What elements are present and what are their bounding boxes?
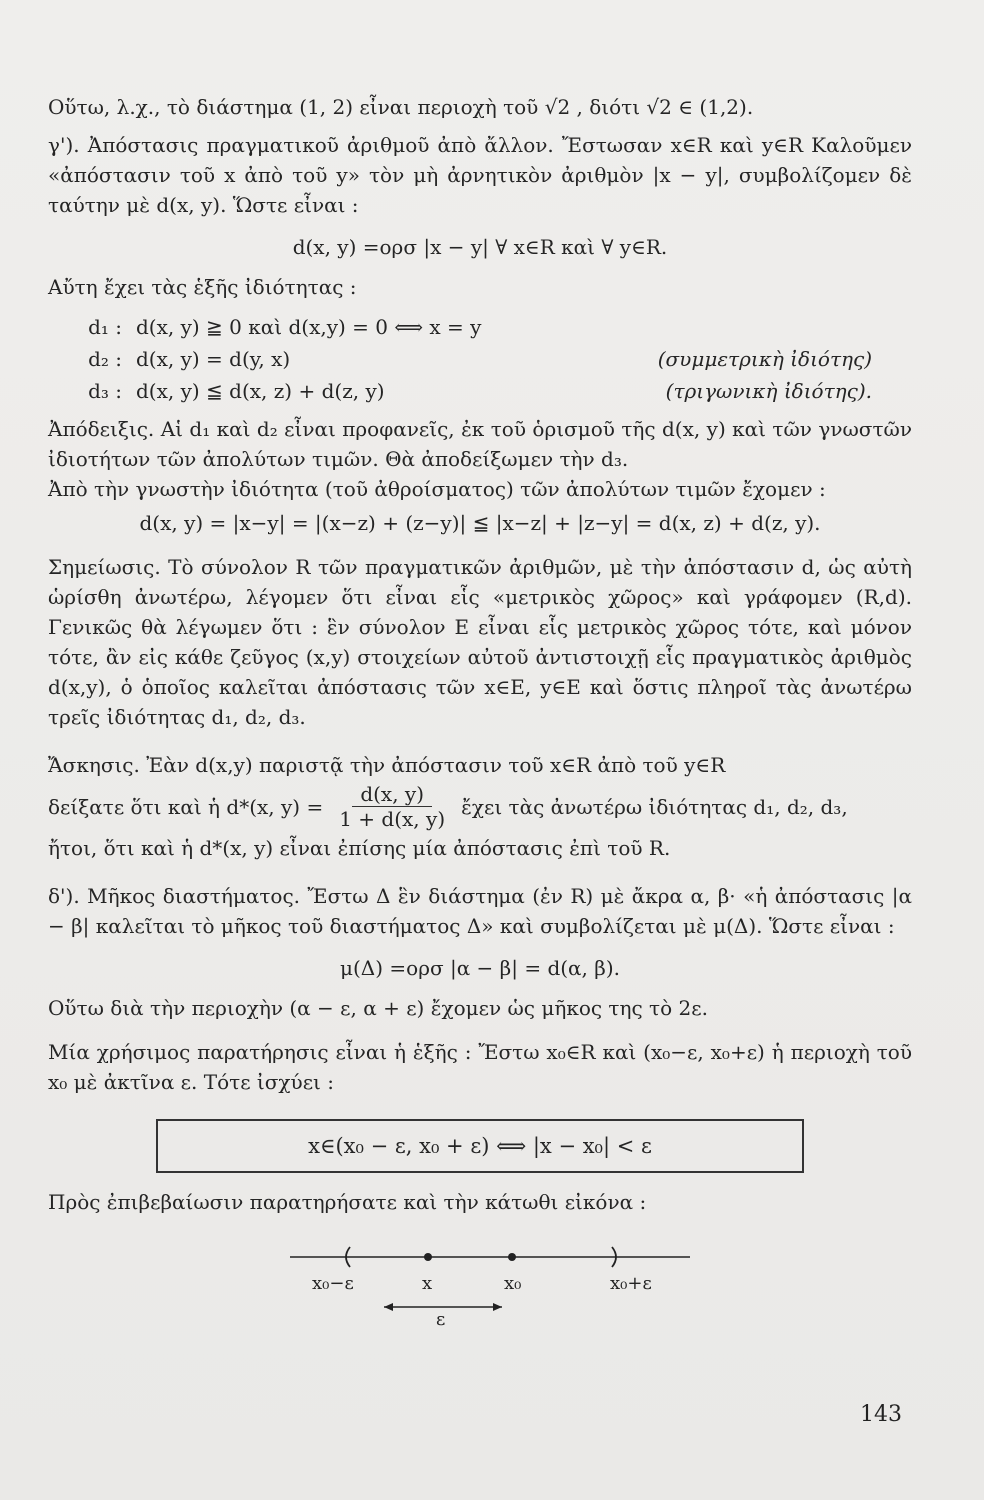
paragraph-proof: Ἀπόδειξις. Αἱ d₁ καὶ d₂ εἶναι προφανεῖς, ἐκ τοῦ ὁρισμοῦ τῆς d(x, y) καὶ τῶν γνωστῶν ἰδιοτήτων τῶν ἀπολύτων τιμῶν. Θὰ ἀποδείξωμεν τὴν d₃. xyxy=(48,417,912,471)
formula-triangle: d(x, y) = |x−y| = |(x−z) + (z−y)| ≦ |x−z| + |z−y| = d(x, z) + d(z, y). xyxy=(139,511,821,535)
property-row xyxy=(48,344,912,376)
fraction-denominator: 1 + d(x, y) xyxy=(339,807,446,831)
label-epsilon: ε xyxy=(436,1309,446,1327)
properties-list xyxy=(48,312,912,408)
property-row xyxy=(48,312,912,344)
paragraph-exercise: Ἄσκησις. Ἐὰν d(x,y) παριστᾷ τὴν ἀπόστασιν τοῦ x∈R ἀπὸ τοῦ y∈R xyxy=(48,753,726,777)
exercise-text-after: ἔχει τὰς ἀνωτέρω ἰδιότητας d₁, d₂, d₃, xyxy=(461,794,848,819)
label-right-endpoint: x₀+ε xyxy=(610,1273,652,1294)
formula-distance: d(x, y) =ορσ |x − y| ∀ x∈R καὶ ∀ y∈R. xyxy=(292,235,668,259)
property-formula: d(x, y) ≧ 0 καὶ d(x,y) = 0 ⟺ x = y xyxy=(136,315,482,339)
property-label: d₂ : xyxy=(88,347,122,371)
page-content xyxy=(48,92,912,1337)
paragraph-useful-remark: Μία χρήσιμος παρατήρησις εἶναι ἡ ἑξῆς : Ἔστω x₀∈R καὶ (x₀−ε, x₀+ε) ἡ περιοχὴ τοῦ x₀ μὲ ἀκτῖνα ε. Τότε ἰσχύει : xyxy=(48,1040,912,1094)
paragraph-absolute-values: Ἀπὸ τὴν γνωστὴν ἰδιότητα (τοῦ ἀθροίσματος) τῶν ἀπολύτων τιμῶν ἔχομεν : xyxy=(48,477,826,501)
property-row xyxy=(48,376,912,408)
paragraph-see-figure: Πρὸς ἐπιβεβαίωσιν παρατηρήσατε καὶ τὴν κάτωθι εἰκόνα : xyxy=(48,1190,647,1214)
property-formula: d(x, y) ≦ d(x, z) + d(z, y) xyxy=(136,379,385,403)
property-label: d₁ : xyxy=(88,315,122,339)
paragraph-properties-intro: Αὔτη ἔχει τὰς ἑξῆς ἰδιότητας : xyxy=(48,275,357,299)
fraction xyxy=(333,782,451,831)
fraction-numerator: d(x, y) xyxy=(352,782,432,807)
epsilon-arrow-left-head xyxy=(384,1303,393,1311)
paragraph-neighborhood-length: Οὕτω διὰ τὴν περιοχὴν (α − ε, α + ε) ἔχομεν ὡς μῆκος της τὸ 2ε. xyxy=(48,996,708,1020)
paragraph-exercise-conclusion: ἤτοι, ὅτι καὶ ἡ d*(x, y) εἶναι ἐπίσης μία ἀπόστασις ἐπὶ τοῦ R. xyxy=(48,836,671,860)
exercise-fraction-line xyxy=(48,782,912,831)
neighborhood-figure xyxy=(280,1227,700,1327)
paragraph-interval-length: δ'). Μῆκος διαστήματος. Ἔστω Δ ἓν διάστημα (ἐν R) μὲ ἄκρα α, β· «ἡ ἀπόστασις |α − β| καλεῖται τὸ μῆκος τοῦ διαστήματος Δ» καὶ συμβολίζεται μὲ μ(Δ). Ὥστε εἶναι : xyxy=(48,884,912,938)
label-x: x xyxy=(422,1273,433,1294)
exercise-text-before: δείξατε ὅτι καὶ ἡ d*(x, y) = xyxy=(48,794,324,819)
point-x0 xyxy=(508,1253,516,1261)
page-number: 143 xyxy=(860,1402,902,1427)
label-center: x₀ xyxy=(504,1273,522,1294)
label-left-endpoint: x₀−ε xyxy=(312,1273,354,1294)
paragraph-note-metric-space: Σημείωσις. Τὸ σύνολον R τῶν πραγματικῶν ἀριθμῶν, μὲ τὴν ἀπόστασιν d, ὡς αὐτὴ ὡρίσθη ἀνωτέρω, λέγομεν ὅτι εἶναι εἷς «μετρικὸς χῶρος» καὶ γράφομεν (R,d). Γενικῶς θὰ λέγωμεν ὅτι : ἓν σύνολον E εἶναι εἷς μετρικὸς χῶρος τότε, καὶ μόνον τότε, ἂν εἰς κάθε ζεῦγος (x,y) στοιχείων αὐτοῦ ἀντιστοιχῇ εἷς πραγματικὸς ἀριθμὸς d(x,y), ὁ ὁποῖος καλεῖται ἀπόστασις τῶν x∈E, y∈E καὶ ὅστις πληροῖ τὰς ἀνωτέρω τρεῖς ἰδιότητας d₁, d₂, d₃. xyxy=(48,555,912,729)
epsilon-arrow-right-head xyxy=(493,1303,502,1311)
paragraph-distance-definition: γ'). Ἀπόστασις πραγματικοῦ ἀριθμοῦ ἀπὸ ἄλλον. Ἔστωσαν x∈R καὶ y∈R Καλοῦμεν «ἀπόστασιν τοῦ x ἀπὸ τοῦ y» τὸν μὴ ἀρνητικὸν ἀριθμὸν |x − y|, συμβολίζομεν δὲ ταύτην μὲ d(x, y). Ὥστε εἶναι : xyxy=(48,133,912,217)
formula-length: μ(Δ) =ορσ |α − β| = d(α, β). xyxy=(339,956,620,980)
property-formula: d(x, y) = d(y, x) xyxy=(136,347,291,371)
point-x xyxy=(424,1253,432,1261)
neighborhood-diagram xyxy=(48,1227,912,1337)
property-note: (συμμετρικὴ ἰδιότης) xyxy=(657,347,872,371)
property-label: d₃ : xyxy=(88,379,122,403)
paragraph-interval-example: Οὕτω, λ.χ., τὸ διάστημα (1, 2) εἶναι περιοχὴ τοῦ √2 , διότι √2 ∈ (1,2). xyxy=(48,95,754,119)
boxed-equivalence: x∈(x₀ − ε, x₀ + ε) ⟺ |x − x₀| < ε xyxy=(156,1119,804,1173)
property-note: (τριγωνικὴ ἰδιότης). xyxy=(665,379,872,403)
